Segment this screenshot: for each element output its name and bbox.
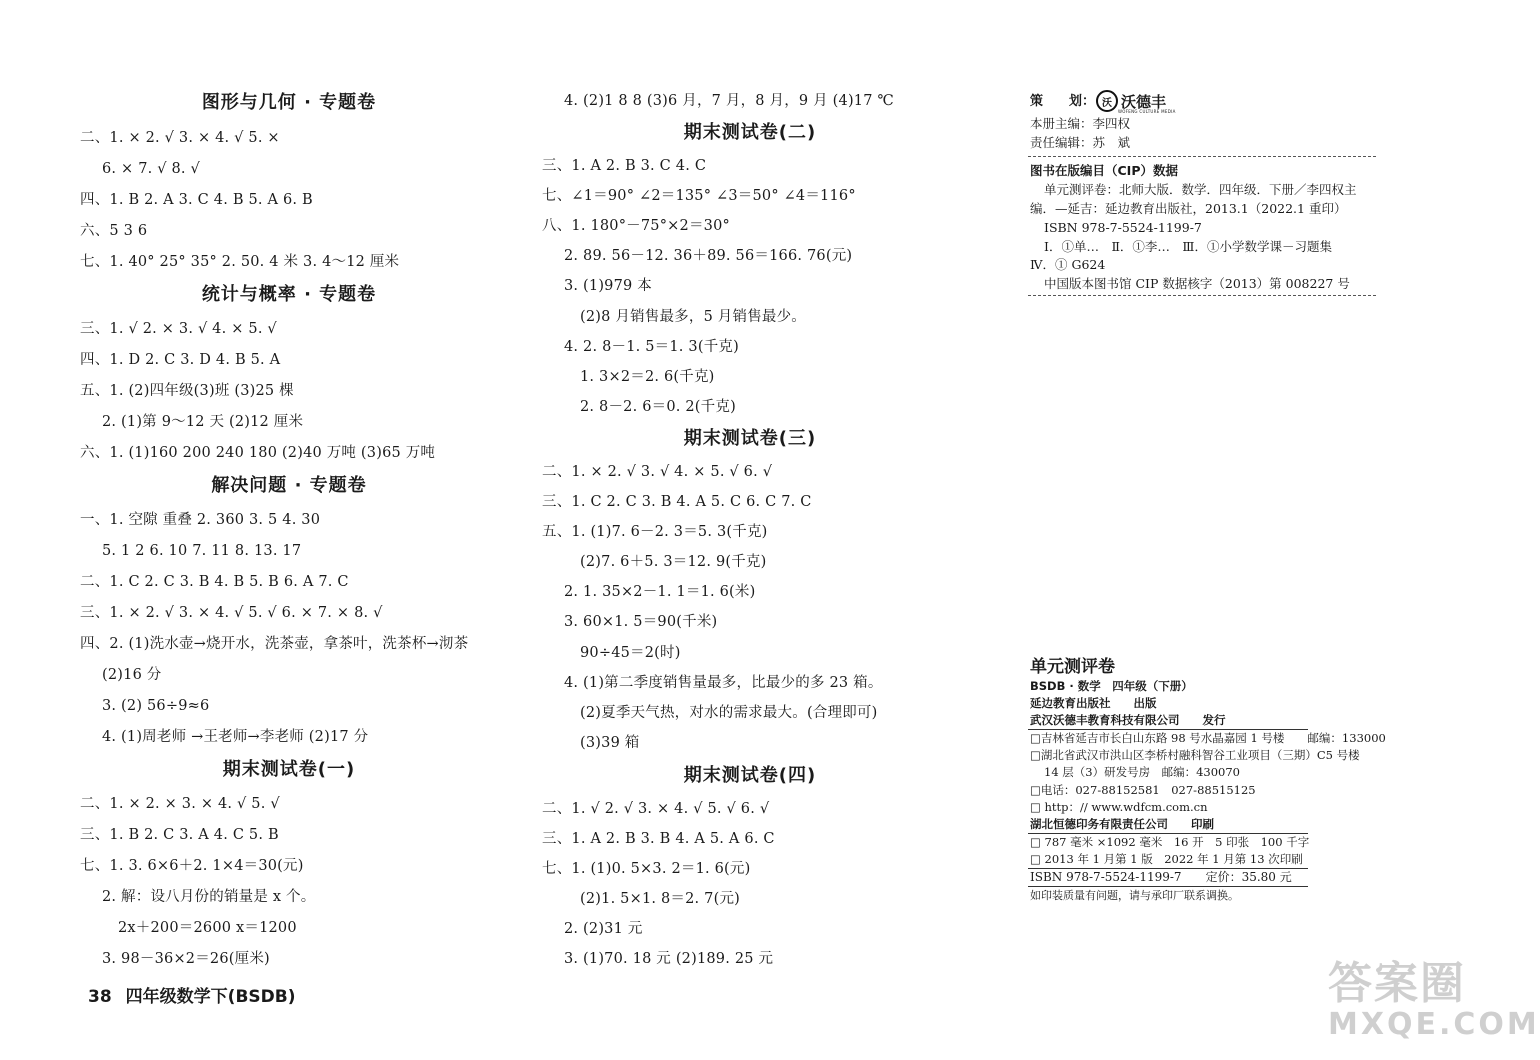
answer-line: 2. 8－2. 6＝0. 2(千克)	[580, 399, 736, 415]
answer-line: 3. (1)70. 18 元 (2)189. 25 元	[564, 951, 774, 967]
answer-line: 4. (2)1 8 8 (3)6 月，7 月，8 月，9 月 (4)17 ℃	[564, 93, 894, 109]
answer-line: 五、1. (1)7. 6－2. 3＝5. 3(千克)	[542, 524, 768, 540]
answer-line: (3)39 箱	[580, 735, 640, 751]
answer-line: 七、1. (1)0. 5×3. 2＝1. 6(元)	[542, 861, 751, 877]
answer-line: (2)7. 6＋5. 3＝12. 9(千克)	[580, 554, 767, 570]
answer-line: 2. 1. 35×2－1. 1＝1. 6(米)	[564, 584, 756, 600]
notice-line: 如印装质量有问题，请与承印厂联系调换。	[1030, 889, 1239, 902]
section-heading: 期末测试卷(三)	[683, 428, 817, 449]
answer-line: 3. (1)979 本	[564, 278, 652, 294]
cip-line: 编．—延吉：延边教育出版社，2013.1（2022.1 重印）	[1030, 201, 1347, 216]
series-line: BSDB · 数学 四年级（下册）	[1030, 679, 1193, 693]
isbn-price-line: ISBN 978-7-5524-1199-7 定价：35.80 元	[1030, 870, 1292, 884]
address-line: □湖北省武汉市洪山区李桥村融科智谷工业项目（三期）C5 号楼	[1030, 748, 1360, 762]
book-title: 单元测评卷	[1030, 657, 1115, 677]
logo-name: 沃德丰	[1121, 92, 1167, 111]
section-heading: 期末测试卷(一)	[222, 759, 356, 780]
spec-line: □ 787 毫米 ×1092 毫米 16 开 5 印张 100 千字	[1030, 835, 1310, 849]
answer-line: 四、1. B 2. A 3. C 4. B 5. A 6. B	[80, 192, 313, 208]
answer-line: 二、1. √ 2. √ 3. × 4. √ 5. √ 6. √	[542, 801, 770, 817]
edition-line: □ 2013 年 1 月第 1 版 2022 年 1 月第 13 次印刷	[1030, 852, 1303, 866]
distributor-line: 武汉沃德丰教育科技有限公司 发行	[1030, 713, 1226, 727]
printer-line: 湖北恒德印务有限责任公司 印刷	[1030, 817, 1214, 831]
planner-label: 策 划：	[1030, 94, 1096, 109]
answer-line: 5. 1 2 6. 10 7. 11 8. 13. 17	[102, 543, 302, 559]
section-heading: 期末测试卷(二)	[683, 122, 817, 143]
answer-line: 4. (1)周老师 →王老师→李老师 (2)17 分	[102, 729, 369, 745]
answer-line: 七、∠1＝90° ∠2＝135° ∠3＝50° ∠4＝116°	[542, 188, 856, 204]
answer-line: 四、1. D 2. C 3. D 4. B 5. A	[80, 352, 281, 368]
answer-line: 八、1. 180°－75°×2＝30°	[542, 218, 730, 234]
logo-mark-icon: 沃	[1096, 90, 1118, 112]
answer-line: (2)8 月销售最多，5 月销售最少。	[580, 309, 807, 325]
section-heading: 图形与几何 · 专题卷	[201, 92, 377, 113]
publisher-line: 延边教育出版社 出版	[1030, 696, 1157, 710]
answer-line: (2)夏季天气热，对水的需求最大。(合理即可)	[580, 705, 878, 721]
answer-line: (2)16 分	[102, 667, 162, 683]
watermark	[1328, 960, 1540, 1042]
answer-line: 2. (1)第 9～12 天 (2)12 厘米	[102, 414, 304, 430]
answer-line: 2. (2)31 元	[564, 921, 643, 937]
watermark-logo-text: 答案圈	[1328, 958, 1466, 1009]
answer-line: 六、5 3 6	[80, 223, 148, 239]
answer-line: 三、1. C 2. C 3. B 4. A 5. C 6. C 7. C	[542, 494, 812, 510]
answer-line: 四、2. (1)洗水壶→烧开水，洗茶壶，拿茶叶，洗茶杯→沏茶	[80, 636, 469, 652]
watermark-url: MXQE.COM	[1328, 1007, 1540, 1042]
section-heading: 期末测试卷(四)	[683, 765, 817, 786]
answer-line: 二、1. C 2. C 3. B 4. B 5. B 6. A 7. C	[80, 574, 349, 590]
address-line: □吉林省延吉市长白山东路 98 号水晶嘉园 1 号楼 邮编：133000	[1030, 731, 1386, 745]
address-line: 14 层（3）研发号房 邮编：430070	[1044, 765, 1241, 779]
answer-line: 三、1. A 2. B 3. C 4. C	[542, 158, 707, 174]
answer-line: 七、1. 40° 25° 35° 2. 50. 4 米 3. 4～12 厘米	[80, 254, 400, 270]
chief-editor: 本册主编：李四权	[1030, 116, 1131, 131]
cip-title: 图书在版编目（CIP）数据	[1030, 163, 1178, 178]
answer-line: 2x＋200＝2600 x＝1200	[118, 920, 297, 936]
answer-line: 二、1. × 2. √ 3. √ 4. × 5. √ 6. √	[542, 464, 773, 480]
cip-line: Ⅰ．①单… Ⅱ．①李… Ⅲ．①小学数学课－习题集	[1044, 239, 1332, 254]
answer-line: 三、1. √ 2. × 3. √ 4. × 5. √	[80, 321, 277, 337]
answer-line: 三、1. B 2. C 3. A 4. C 5. B	[80, 827, 279, 843]
answer-line: 4. (1)第二季度销售量最多，比最少的多 23 箱。	[564, 675, 883, 691]
answer-line: 3. 60×1. 5＝90(千米)	[564, 614, 718, 630]
cip-line: Ⅳ．① G624	[1030, 257, 1106, 272]
cip-line: 中国版本图书馆 CIP 数据核字（2013）第 008227 号	[1044, 276, 1350, 291]
answer-line: 七、1. 3. 6×6＋2. 1×4＝30(元)	[80, 858, 304, 874]
phone-line: □电话：027-88152581 027-88515125	[1030, 783, 1256, 797]
answer-line: (2)1. 5×1. 8＝2. 7(元)	[580, 891, 741, 907]
page-footer	[88, 982, 295, 1007]
answer-line: 3. (2) 56÷9≈6	[102, 698, 210, 714]
section-heading: 解决问题 · 专题卷	[211, 475, 367, 496]
answer-line: 一、1. 空隙 重叠 2. 360 3. 5 4. 30	[80, 512, 321, 528]
answer-line: 2. 解：设八月份的销量是 x 个。	[102, 889, 316, 905]
answer-line: 6. × 7. √ 8. √	[102, 161, 200, 177]
answer-line: 3. 98－36×2＝26(厘米)	[102, 951, 270, 967]
divider	[1028, 295, 1376, 296]
website-line: □ http：// www.wdfcm.com.cn	[1030, 800, 1208, 814]
answer-line: 三、1. × 2. √ 3. × 4. √ 5. √ 6. × 7. × 8. √	[80, 605, 383, 621]
responsible-editor: 责任编辑：苏 斌	[1030, 135, 1131, 150]
cip-line: ISBN 978-7-5524-1199-7	[1044, 220, 1202, 235]
answer-line: 五、1. (2)四年级(3)班 (3)25 棵	[80, 383, 294, 399]
answer-line: 2. 89. 56－12. 36＋89. 56＝166. 76(元)	[564, 248, 853, 264]
divider	[1028, 156, 1376, 157]
answer-line: 1. 3×2＝2. 6(千克)	[580, 369, 715, 385]
answer-line: 二、1. × 2. √ 3. × 4. √ 5. ×	[80, 130, 280, 146]
answer-line: 六、1. (1)160 200 240 180 (2)40 万吨 (3)65 万吨	[80, 445, 436, 461]
answer-line: 二、1. × 2. × 3. × 4. √ 5. √	[80, 796, 280, 812]
footer-title: 四年级数学下(BSDB)	[125, 987, 296, 1007]
answer-line: 90÷45＝2(时)	[580, 645, 681, 661]
page-number: 38	[88, 987, 112, 1007]
section-heading: 统计与概率 · 专题卷	[201, 284, 377, 305]
cip-line: 单元测评卷：北师大版．数学．四年级．下册／李四权主	[1044, 182, 1357, 197]
logo-subtitle: WOFENG CULTURE MEDIA	[1118, 109, 1176, 114]
answer-line: 三、1. A 2. B 3. B 4. A 5. A 6. C	[542, 831, 775, 847]
answer-line: 4. 2. 8－1. 5＝1. 3(千克)	[564, 339, 739, 355]
